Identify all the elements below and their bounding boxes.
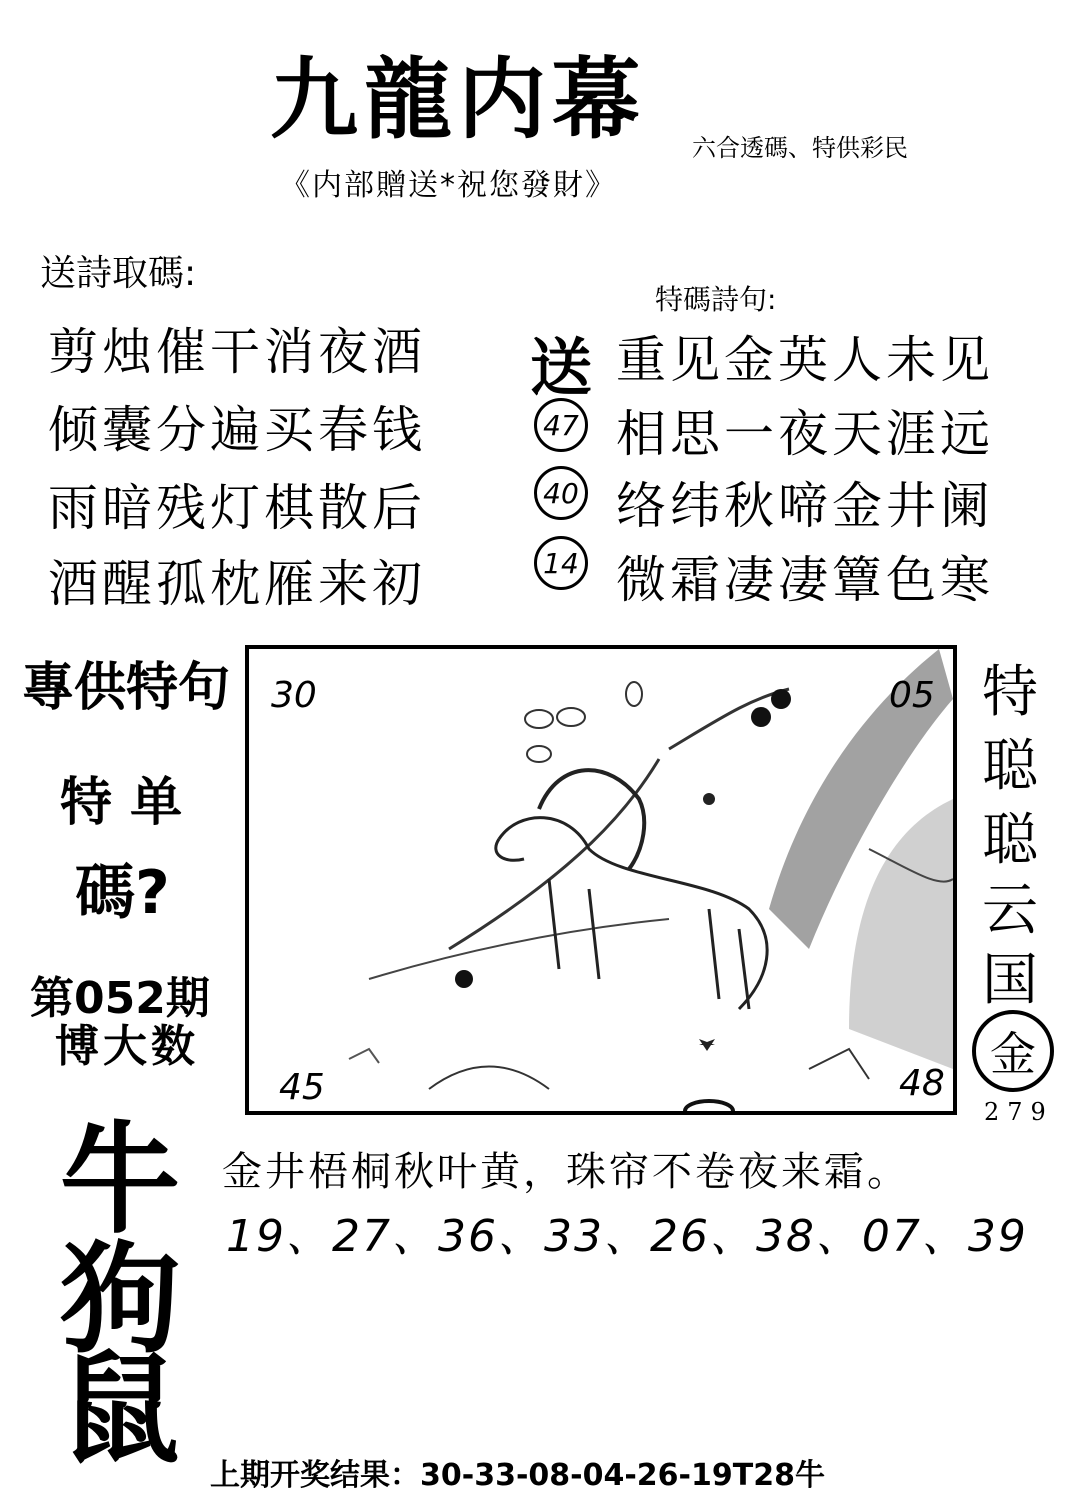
vertical-char-3: 聪 xyxy=(982,808,1038,873)
circled-number-2: 40 xyxy=(534,466,588,520)
issue-number: 第052期 xyxy=(30,973,210,1024)
special-line-3: 络纬秋啼金井阑 xyxy=(616,477,994,535)
vertical-char-4: 云 xyxy=(982,878,1038,943)
zodiac-animal-2: 狗 xyxy=(60,1229,180,1370)
subtitle: 《内部贈送*祝您發財》 xyxy=(280,168,617,203)
picture-frame xyxy=(245,645,957,1115)
single-code-line: 特 单 xyxy=(60,773,183,833)
poem-line-1: 剪烛催干消夜酒 xyxy=(48,323,426,381)
poem-label: 送詩取碼: xyxy=(40,253,197,294)
corner-number-top-left: 30 xyxy=(271,675,317,716)
corner-number-bottom-left: 45 xyxy=(279,1067,325,1108)
gold-seal: 金 xyxy=(972,1010,1054,1092)
special-offer-line: 專供特句 xyxy=(22,658,231,718)
zodiac-animal-3: 鼠 xyxy=(60,1339,180,1480)
vertical-char-2: 聪 xyxy=(982,734,1038,799)
number-list: 19、27、36、33、26、38、07、39 xyxy=(226,1211,1028,1262)
poem-line-2: 倾囊分遍买春钱 xyxy=(48,401,426,459)
seal-code: 279 xyxy=(984,1098,1054,1126)
page-title: 九龍内幕 xyxy=(270,47,647,151)
special-poem-label: 特碼詩句: xyxy=(655,283,777,316)
goat-tree-illustration xyxy=(249,649,953,1111)
corner-number-bottom-right: 48 xyxy=(899,1063,945,1104)
zodiac-animal-1: 牛 xyxy=(60,1109,180,1250)
tagline: 六合透碼、特供彩民 xyxy=(692,134,908,162)
poem-line-3: 雨暗残灯棋散后 xyxy=(48,479,426,537)
corner-number-top-right: 05 xyxy=(889,675,935,716)
circled-number-1: 47 xyxy=(534,398,588,452)
vertical-char-1: 特 xyxy=(982,660,1038,725)
code-question: 碼? xyxy=(75,858,170,928)
song-badge: 送 xyxy=(530,331,593,404)
issue-sub: 博大数 xyxy=(55,1021,199,1072)
vertical-char-5: 国 xyxy=(982,948,1038,1013)
special-line-2: 相思一夜天涯远 xyxy=(616,405,994,463)
circled-number-3: 14 xyxy=(534,536,588,590)
verse-line: 金井梧桐秋叶黄，珠帘不卷夜来霜。 xyxy=(222,1149,910,1195)
special-line-4: 微霜凄凄簟色寒 xyxy=(616,551,994,609)
special-line-1: 重见金英人未见 xyxy=(616,331,994,389)
previous-result: 上期开奖结果：30-33-08-04-26-19T28牛 xyxy=(210,1458,825,1493)
poem-line-4: 酒醒孤枕雁来初 xyxy=(48,555,426,613)
